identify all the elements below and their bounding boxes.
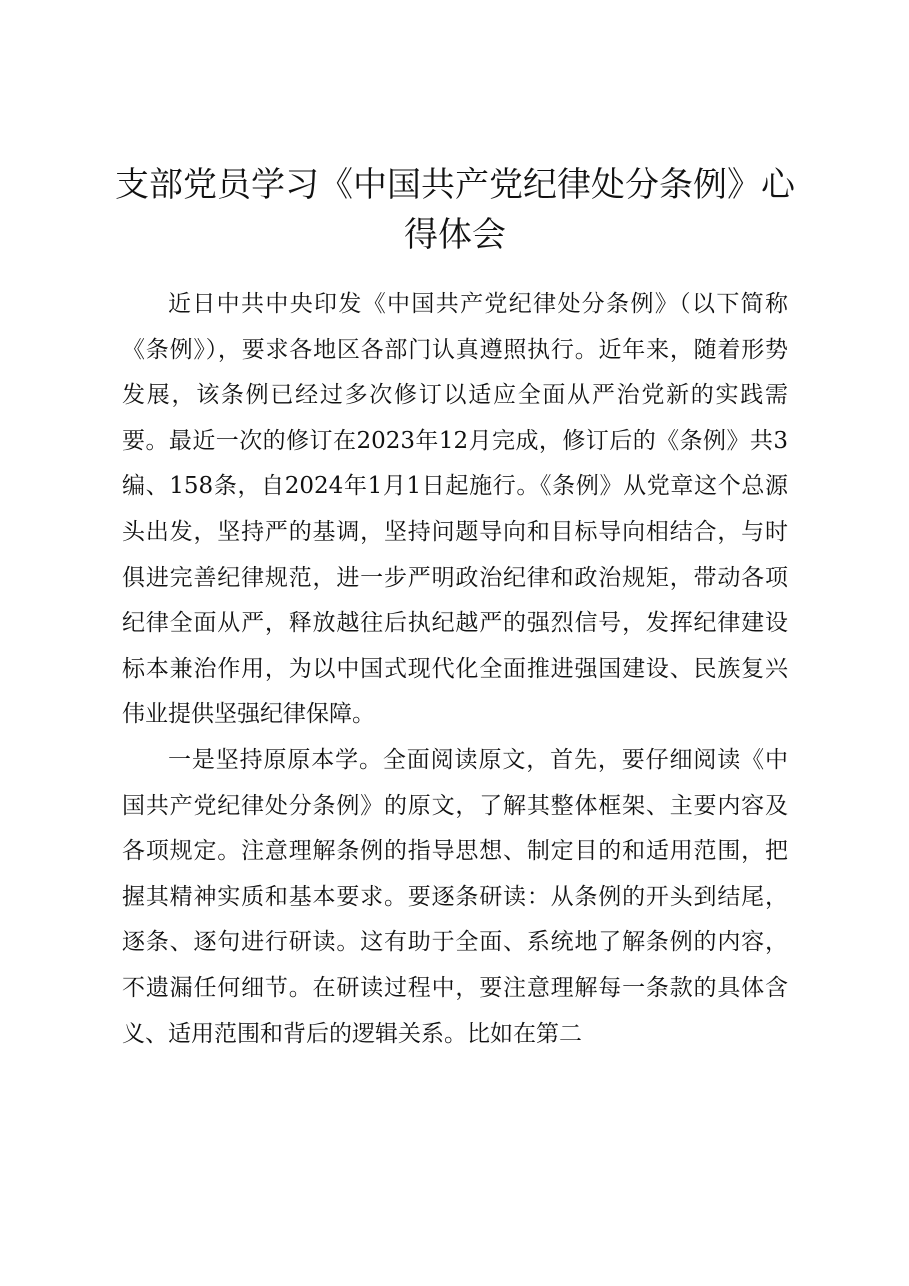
document-body bbox=[122, 282, 788, 1057]
document-title: 支部党员学习《中国共产党纪律处分条例》心得体会 bbox=[115, 165, 795, 255]
paragraph-point-one: 一是坚持原原本学。全面阅读原文，首先，要仔细阅读《中国共产党纪律处分条例》的原文，了解其整体框架、主要内容及各项规定。注意理解条例的指导思想、制定目的和适用范围，把握其精神实质和基本要求。要逐条研读：从条例的开头到结尾，逐条、逐句进行研读。这有助于全面、系统地了解条例的内容，不遗漏任何细节。在研读过程中，要注意理解每一条款的具体含义、适用范围和背后的逻辑关系。比如在第二 bbox=[122, 746, 788, 1047]
paragraph-intro: 近日中共中央印发《中国共产党纪律处分条例》（以下简称《条例》），要求各地区各部门认真遵照执行。近年来，随着形势发展，该条例已经过多次修订以适应全面从严治党新的实践需要。最近一次的修订在2023年12月完成，修订后的《条例》共3编、158条，自2024年1月1日起施行。《条例》从党章这个总源头出发，坚持严的基调，坚持问题导向和目标导向相结合，与时俱进完善纪律规范，进一步严明政治纪律和政治规矩，带动各项纪律全面从严，释放越往后执纪越严的强烈信号，发挥纪律建设标本兼治作用，为以中国式现代化全面推进强国建设、民族复兴伟业提供坚强纪律保障。 bbox=[122, 291, 788, 728]
